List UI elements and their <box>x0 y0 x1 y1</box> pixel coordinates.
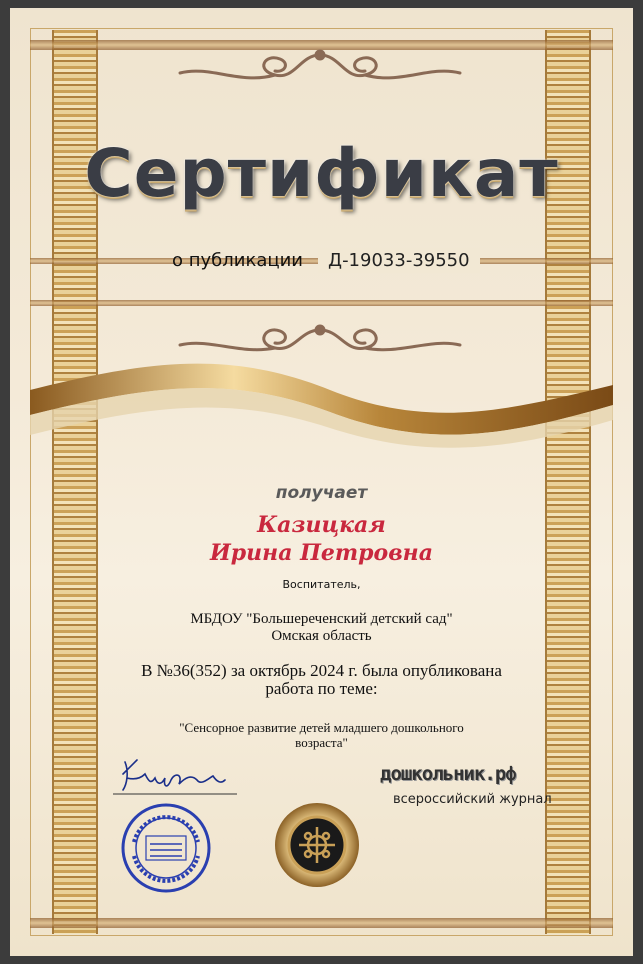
bottom-band <box>30 918 613 928</box>
organization <box>0 611 643 645</box>
gold-wave-ribbon <box>30 350 613 460</box>
publication-topic-label: работа по теме: <box>265 679 378 698</box>
publication-id: Д-19033-39550 <box>318 248 480 273</box>
recipient-position: Воспитатель, <box>282 578 361 591</box>
work-topic-line2: возраста" <box>295 735 348 750</box>
certificate-title: Сертификат <box>84 135 559 212</box>
gold-seal <box>272 800 362 890</box>
journal-logo: дошкольник.рф <box>380 763 516 785</box>
recipient-name: Ирина Петровна <box>210 540 433 566</box>
publication-subtitle: о публикации <box>172 250 304 271</box>
publication-issue: В №36(352) за октябрь 2024 г. была опубликована <box>141 661 502 680</box>
work-topic-line1: "Сенсорное развитие детей младшего дошкольного <box>179 720 464 735</box>
band-above-ornament <box>30 300 613 306</box>
organization-name: МБДОУ "Большереченский детский сад" <box>190 611 453 627</box>
work-topic <box>0 720 643 750</box>
recipient-surname: Казицкая <box>257 512 386 538</box>
signature <box>105 752 245 802</box>
top-ornament <box>170 45 470 95</box>
publication-text <box>0 662 643 698</box>
journal-caption: всероссийский журнал <box>393 792 552 807</box>
organization-region: Омская область <box>271 628 372 644</box>
publisher-stamp <box>120 802 212 894</box>
receives-label: получает <box>275 483 368 503</box>
